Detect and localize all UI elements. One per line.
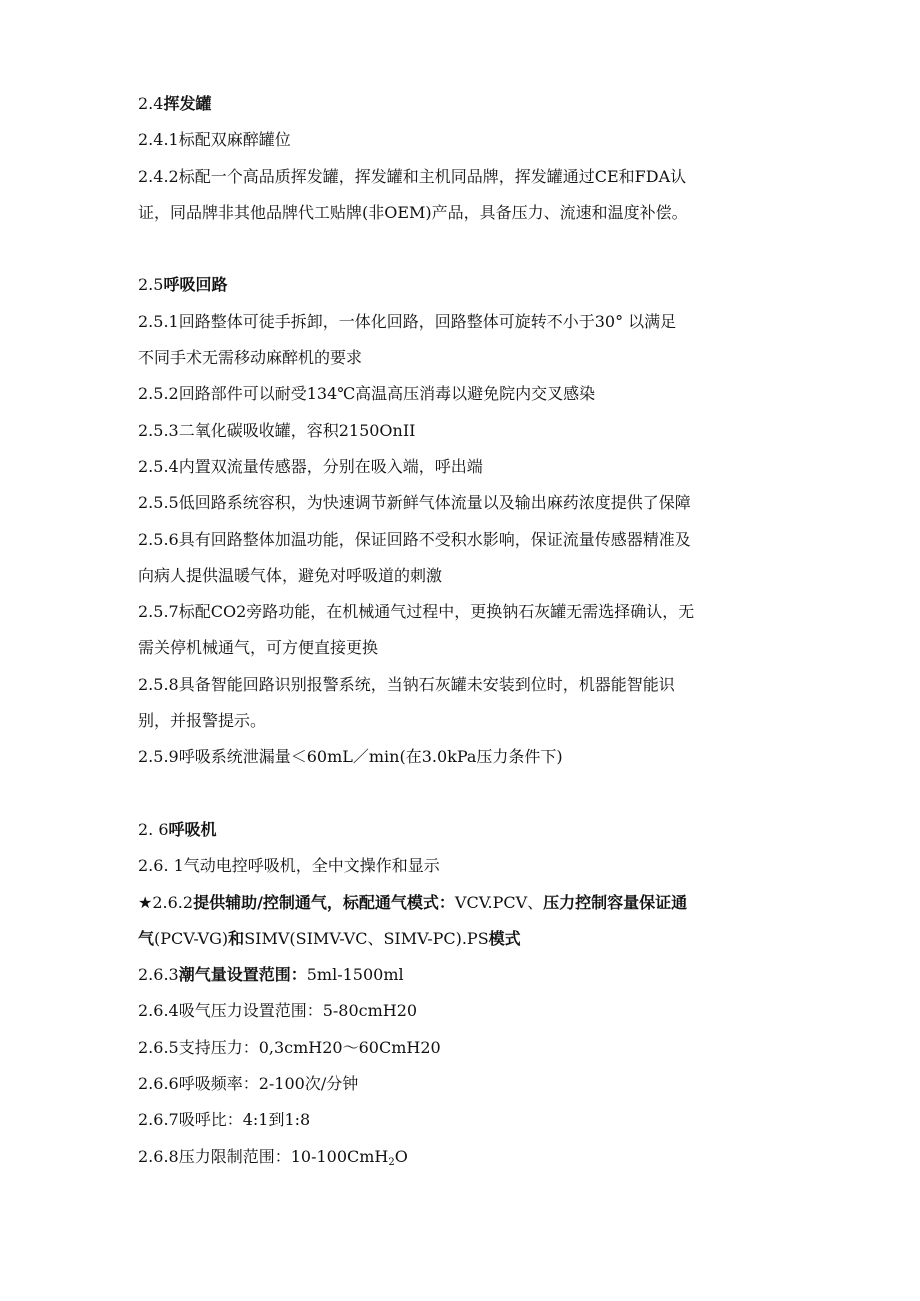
item-2-6-3: 2.6.3潮气量设置范围：5ml-1500ml <box>138 965 404 985</box>
item-2-4-2-line2: 证，同品牌非其他品牌代工贴牌(非OEM)产品，具备压力、流速和温度补偿。 <box>138 202 688 222</box>
item-2-4-2-line1: 2.4.2标配一个高品质挥发罐，挥发罐和主机同品牌，挥发罐通过CE和FDA认 <box>138 166 687 186</box>
item-2-5-8-line1: 2.5.8具备智能回路识别报警系统，当钠石灰罐未安装到位时，机器能智能识 <box>138 674 675 694</box>
section-heading-2-4: 2.4挥发罐 <box>138 94 212 113</box>
item-2-6-2-line1: ★2.6.2提供辅助/控制通气，标配通气模式：VCV.PCV、压力控制容量保证通 <box>138 892 688 912</box>
item-2-6-6: 2.6.6呼吸频率：2-100次/分钟 <box>138 1074 359 1094</box>
item-2-6-2-line2: 气(PCV-VG)和SIMV(SIMV-VC、SIMV-PC).PS模式 <box>138 928 521 948</box>
item-2-5-9: 2.5.9呼吸系统泄漏量＜60mL／min(在3.0kPa压力条件下) <box>138 747 563 767</box>
section-heading-2-5: 2.5呼吸回路 <box>138 275 228 295</box>
item-2-5-4: 2.5.4内置双流量传感器，分别在吸入端，呼出端 <box>138 456 483 476</box>
item-2-5-2: 2.5.2回路部件可以耐受134℃高温高压消毒以避免院内交叉感染 <box>138 384 596 404</box>
item-2-5-8-line2: 别，并报警提示。 <box>138 711 267 731</box>
item-2-6-7: 2.6.7吸呼比：4:1到1:8 <box>138 1110 311 1130</box>
item-2-6-4: 2.6.4吸气压力设置范围：5-80cmH20 <box>138 1001 418 1021</box>
item-2-6-5: 2.6.5支持压力：0,3cmH20～60CmH20 <box>138 1037 441 1057</box>
item-2-5-1-line2: 不同手术无需移动麻醉机的要求 <box>138 348 363 368</box>
document-page <box>138 86 788 1175</box>
section-heading-2-6: 2. 6呼吸机 <box>138 819 217 839</box>
blank-line <box>138 776 788 812</box>
star-icon: ★ <box>138 892 153 912</box>
item-2-5-1-line1: 2.5.1回路整体可徒手拆卸，一体化回路，回路整体可旋转不小于30° 以满足 <box>138 311 677 331</box>
item-2-5-6-line2: 向病人提供温暖气体，避免对呼吸道的刺激 <box>138 565 443 585</box>
item-2-5-3: 2.5.3二氧化碳吸收罐，容积2150OnII <box>138 420 416 440</box>
item-2-5-7-line1: 2.5.7标配CO2旁路功能，在机械通气过程中，更换钠石灰罐无需选择确认，无 <box>138 602 695 622</box>
item-2-5-5: 2.5.5低回路系统容积，为快速调节新鲜气体流量以及输出麻药浓度提供了保障 <box>138 493 691 513</box>
item-2-4-1: 2.4.1标配双麻醉罐位 <box>138 130 291 150</box>
item-2-5-6-line1: 2.5.6具有回路整体加温功能，保证回路不受积水影响，保证流量传感器精准及 <box>138 529 691 549</box>
item-2-6-8: 2.6.8压力限制范围：10-100CmH$_2$O <box>138 1146 408 1168</box>
blank-line <box>138 231 788 267</box>
item-2-5-7-line2: 需关停机械通气，可方便直接更换 <box>138 638 379 658</box>
item-2-6-1: 2.6. 1气动电控呼吸机，全中文操作和显示 <box>138 856 440 876</box>
